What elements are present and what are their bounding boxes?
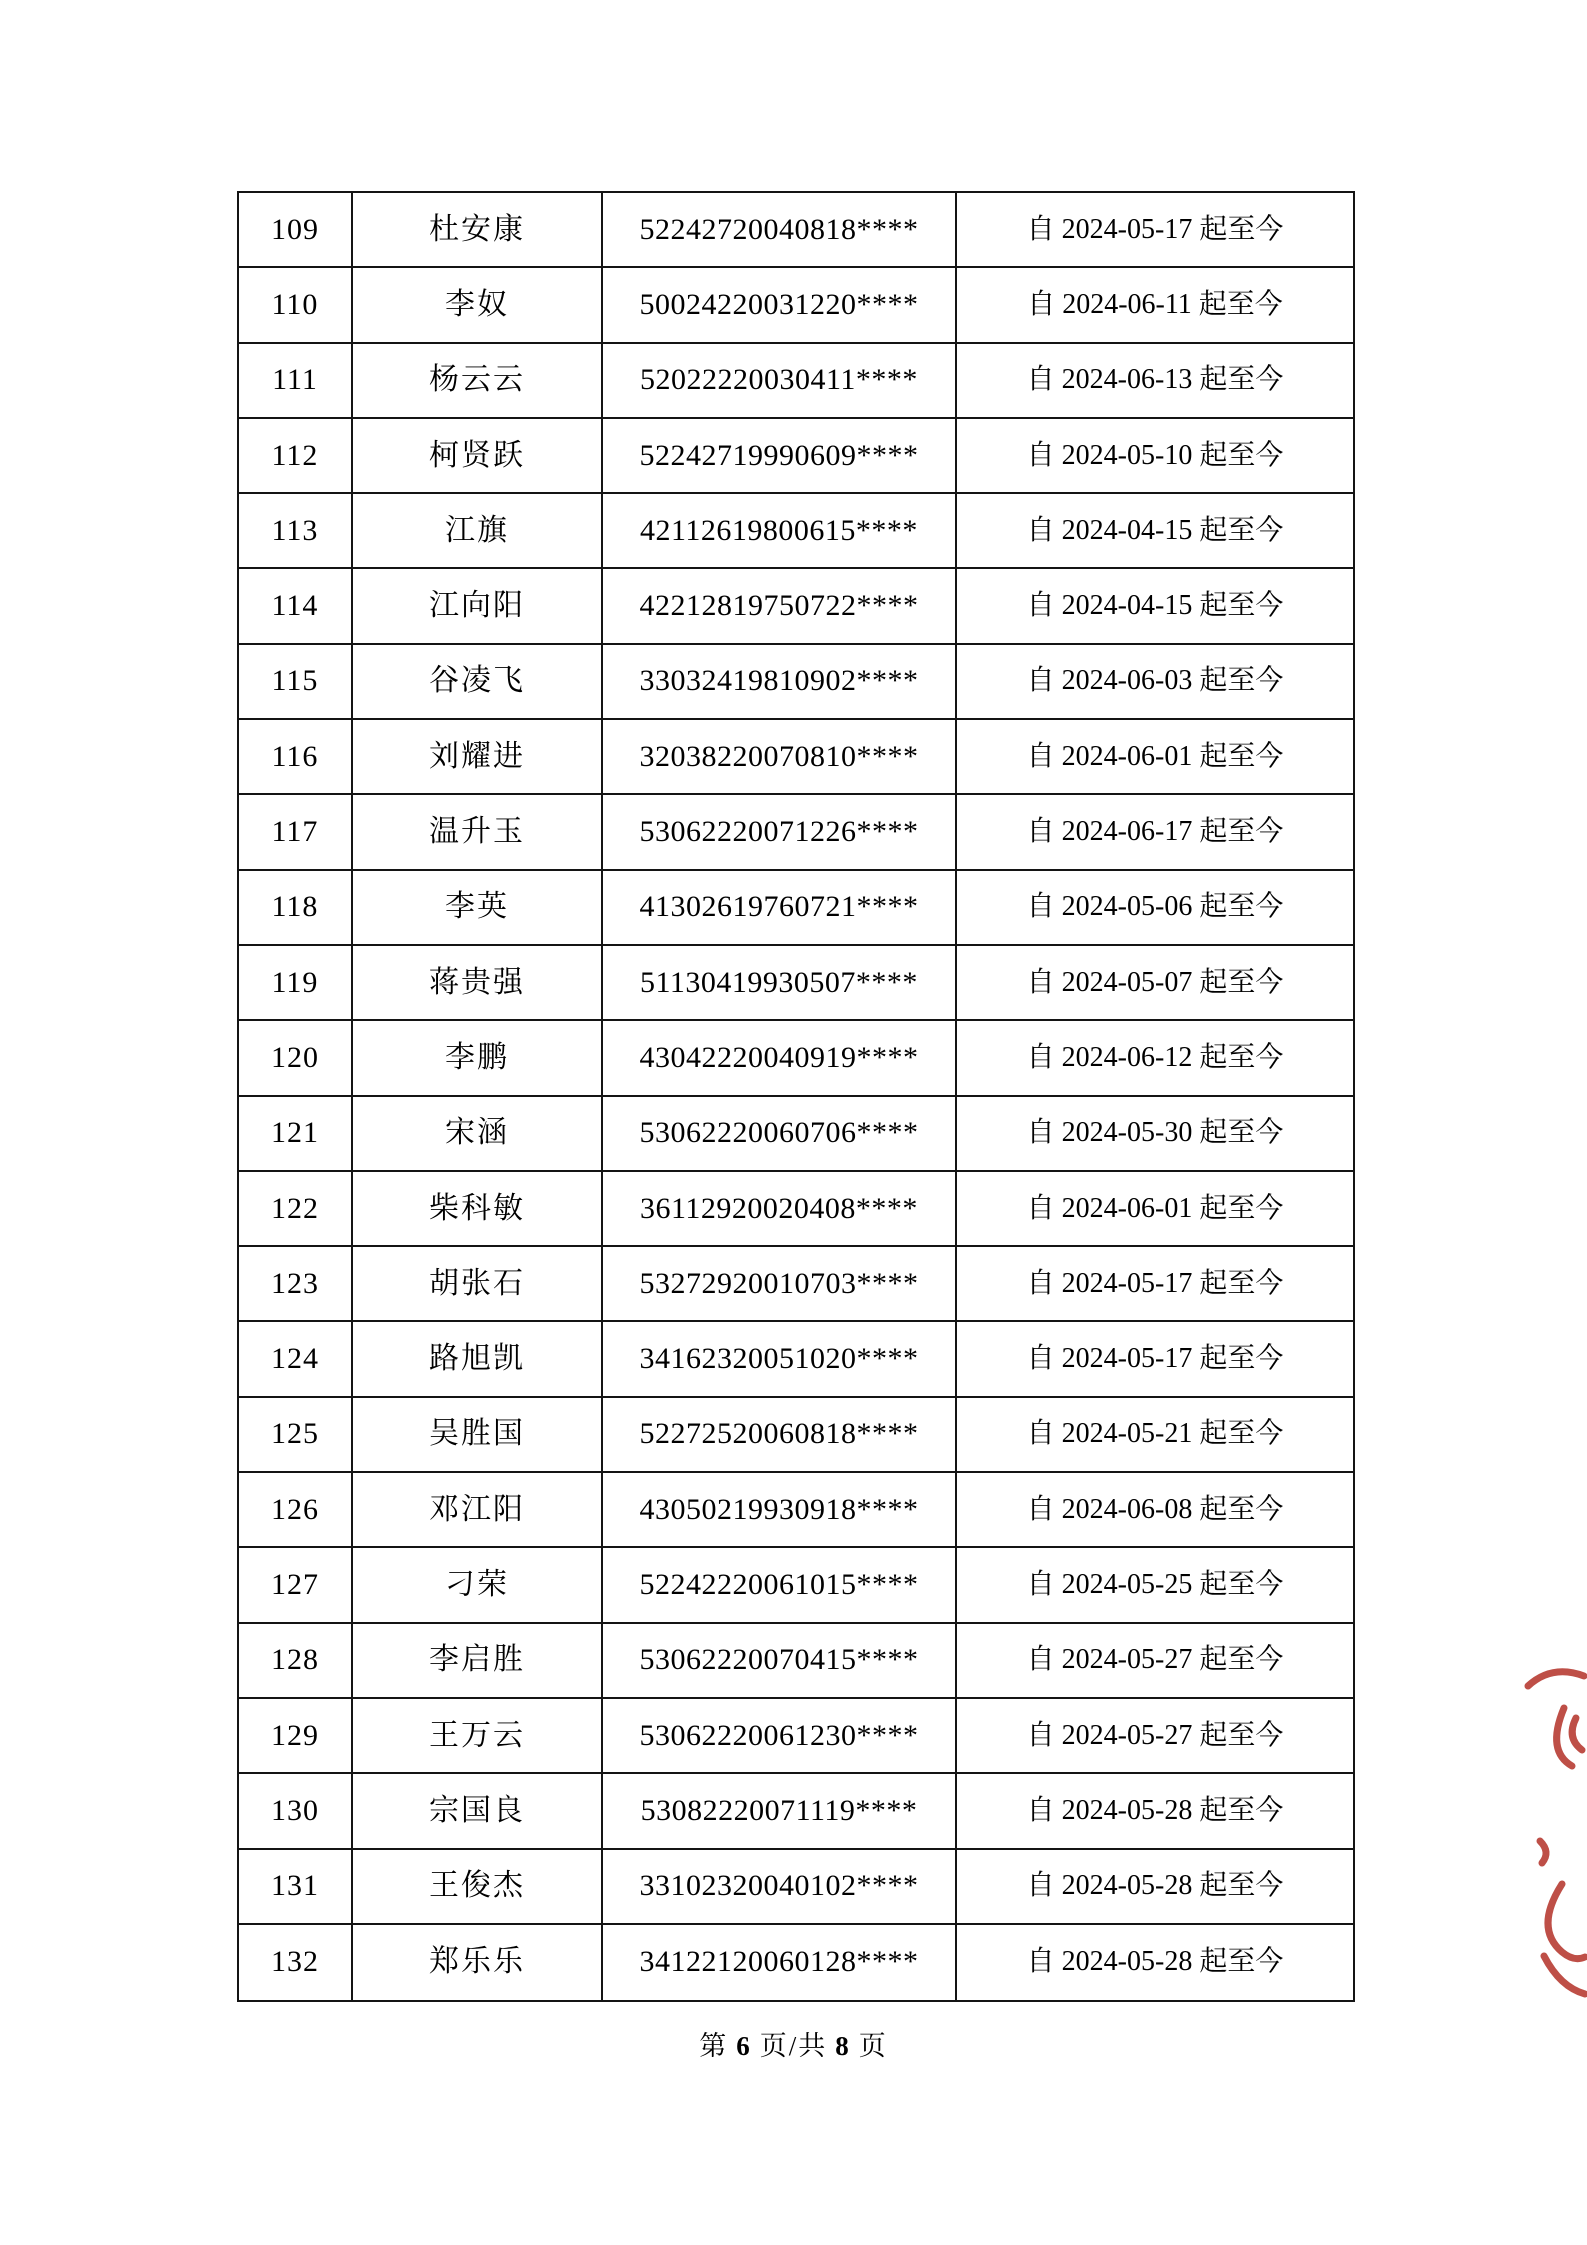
validity-period-cell: 自 2024-05-07 起至今 bbox=[957, 946, 1353, 1021]
name-cell: 柴科敏 bbox=[353, 1172, 603, 1247]
footer-suffix: 页 bbox=[858, 2031, 888, 2061]
id-number-cell: 53062220061230**** bbox=[603, 1699, 957, 1774]
id-number-cell: 34122120060128**** bbox=[603, 1925, 957, 2000]
validity-period-cell: 自 2024-06-03 起至今 bbox=[957, 645, 1353, 720]
id-number-cell: 43050219930918**** bbox=[603, 1473, 957, 1548]
validity-period-cell: 自 2024-05-06 起至今 bbox=[957, 871, 1353, 946]
name-cell: 温升玉 bbox=[353, 795, 603, 870]
name-cell: 刁荣 bbox=[353, 1548, 603, 1623]
validity-period-cell: 自 2024-04-15 起至今 bbox=[957, 494, 1353, 569]
validity-period-cell: 自 2024-05-28 起至今 bbox=[957, 1774, 1353, 1849]
id-number-cell: 52022220030411**** bbox=[603, 344, 957, 419]
validity-period-cell: 自 2024-05-10 起至今 bbox=[957, 419, 1353, 494]
name-cell: 王万云 bbox=[353, 1699, 603, 1774]
name-cell: 柯贤跃 bbox=[353, 419, 603, 494]
name-cell: 宗国良 bbox=[353, 1774, 603, 1849]
id-number-cell: 42212819750722**** bbox=[603, 569, 957, 644]
row-index-cell: 127 bbox=[239, 1548, 353, 1623]
validity-period-cell: 自 2024-05-17 起至今 bbox=[957, 1322, 1353, 1397]
name-cell: 李启胜 bbox=[353, 1624, 603, 1699]
id-number-cell: 42112619800615**** bbox=[603, 494, 957, 569]
footer-mid: 页/共 bbox=[759, 2031, 828, 2061]
id-number-cell: 52272520060818**** bbox=[603, 1398, 957, 1473]
validity-period-cell: 自 2024-05-28 起至今 bbox=[957, 1850, 1353, 1925]
row-index-cell: 123 bbox=[239, 1247, 353, 1322]
name-cell: 李鹏 bbox=[353, 1021, 603, 1096]
validity-period-cell: 自 2024-05-27 起至今 bbox=[957, 1624, 1353, 1699]
validity-period-cell: 自 2024-06-11 起至今 bbox=[957, 268, 1353, 343]
validity-period-cell: 自 2024-05-30 起至今 bbox=[957, 1097, 1353, 1172]
validity-period-cell: 自 2024-05-21 起至今 bbox=[957, 1398, 1353, 1473]
id-number-cell: 32038220070810**** bbox=[603, 720, 957, 795]
validity-period-cell: 自 2024-06-01 起至今 bbox=[957, 720, 1353, 795]
page-number-footer bbox=[0, 2024, 1587, 2063]
row-index-cell: 113 bbox=[239, 494, 353, 569]
id-number-cell: 53082220071119**** bbox=[603, 1774, 957, 1849]
name-cell: 蒋贵强 bbox=[353, 946, 603, 1021]
row-index-cell: 131 bbox=[239, 1850, 353, 1925]
footer-current-page: 6 bbox=[736, 2031, 752, 2061]
row-index-cell: 109 bbox=[239, 193, 353, 268]
validity-period-cell: 自 2024-06-12 起至今 bbox=[957, 1021, 1353, 1096]
validity-period-cell: 自 2024-04-15 起至今 bbox=[957, 569, 1353, 644]
name-cell: 宋涵 bbox=[353, 1097, 603, 1172]
validity-period-cell: 自 2024-05-28 起至今 bbox=[1026, 1946, 1284, 1978]
id-number-cell: 41302619760721**** bbox=[603, 871, 957, 946]
name-cell: 杨云云 bbox=[353, 344, 603, 419]
id-number-cell: 43042220040919**** bbox=[603, 1021, 957, 1096]
id-number-cell: 51130419930507**** bbox=[603, 946, 957, 1021]
row-index-cell: 119 bbox=[239, 946, 353, 1021]
id-number-cell: 33032419810902**** bbox=[603, 645, 957, 720]
name-cell: 邓江阳 bbox=[353, 1473, 603, 1548]
row-index-cell: 116 bbox=[239, 720, 353, 795]
row-index-cell: 124 bbox=[239, 1322, 353, 1397]
name-cell: 胡张石 bbox=[353, 1247, 603, 1322]
id-number-cell: 50024220031220**** bbox=[603, 268, 957, 343]
id-number-cell: 52242720040818**** bbox=[603, 193, 957, 268]
name-cell: 江旗 bbox=[353, 494, 603, 569]
id-number-cell: 34162320051020**** bbox=[603, 1322, 957, 1397]
id-number-cell: 36112920020408**** bbox=[603, 1172, 957, 1247]
id-number-cell: 53062220071226**** bbox=[603, 795, 957, 870]
name-cell: 李奴 bbox=[353, 268, 603, 343]
id-number-cell: 33102320040102**** bbox=[603, 1850, 957, 1925]
row-index-cell: 117 bbox=[239, 795, 353, 870]
row-index-cell: 130 bbox=[239, 1774, 353, 1849]
footer-prefix: 第 bbox=[699, 2031, 729, 2061]
red-seal-stamp-fragment bbox=[1518, 1656, 1587, 2004]
personnel-table bbox=[237, 191, 1355, 2002]
row-index-cell: 120 bbox=[239, 1021, 353, 1096]
row-index-cell: 111 bbox=[239, 344, 353, 419]
row-index-cell: 122 bbox=[239, 1172, 353, 1247]
validity-period-cell: 自 2024-06-01 起至今 bbox=[957, 1172, 1353, 1247]
name-cell: 谷凌飞 bbox=[353, 645, 603, 720]
footer-total-pages: 8 bbox=[835, 2031, 851, 2061]
id-number-cell: 53062220070415**** bbox=[603, 1624, 957, 1699]
row-index-cell: 121 bbox=[239, 1097, 353, 1172]
id-number-cell: 52242220061015**** bbox=[603, 1548, 957, 1623]
id-number-cell: 53062220060706**** bbox=[603, 1097, 957, 1172]
row-index-cell: 132 bbox=[239, 1925, 353, 2000]
name-cell: 吴胜国 bbox=[353, 1398, 603, 1473]
row-index-cell: 114 bbox=[239, 569, 353, 644]
row-index-cell: 125 bbox=[239, 1398, 353, 1473]
id-number-cell: 52242719990609**** bbox=[603, 419, 957, 494]
name-cell: 李英 bbox=[353, 871, 603, 946]
row-index-cell: 110 bbox=[239, 268, 353, 343]
validity-period-cell: 自 2024-06-17 起至今 bbox=[957, 795, 1353, 870]
row-index-cell: 115 bbox=[239, 645, 353, 720]
name-cell: 郑乐乐 bbox=[353, 1925, 603, 2000]
row-index-cell: 112 bbox=[239, 419, 353, 494]
validity-period-cell: 自 2024-06-08 起至今 bbox=[957, 1473, 1353, 1548]
validity-period-cell: 自 2024-05-17 起至今 bbox=[957, 1247, 1353, 1322]
row-index-cell: 128 bbox=[239, 1624, 353, 1699]
validity-period-cell: 自 2024-05-27 起至今 bbox=[957, 1699, 1353, 1774]
name-cell: 江向阳 bbox=[353, 569, 603, 644]
id-number-cell: 53272920010703**** bbox=[603, 1247, 957, 1322]
name-cell: 路旭凯 bbox=[353, 1322, 603, 1397]
name-cell: 刘耀进 bbox=[353, 720, 603, 795]
validity-period-cell: 自 2024-05-17 起至今 bbox=[957, 193, 1353, 268]
validity-period-cell: 自 2024-05-25 起至今 bbox=[957, 1548, 1353, 1623]
name-cell: 王俊杰 bbox=[353, 1850, 603, 1925]
validity-period-cell: 自 2024-06-13 起至今 bbox=[957, 344, 1353, 419]
row-index-cell: 126 bbox=[239, 1473, 353, 1548]
row-index-cell: 118 bbox=[239, 871, 353, 946]
name-cell: 杜安康 bbox=[353, 193, 603, 268]
row-index-cell: 129 bbox=[239, 1699, 353, 1774]
